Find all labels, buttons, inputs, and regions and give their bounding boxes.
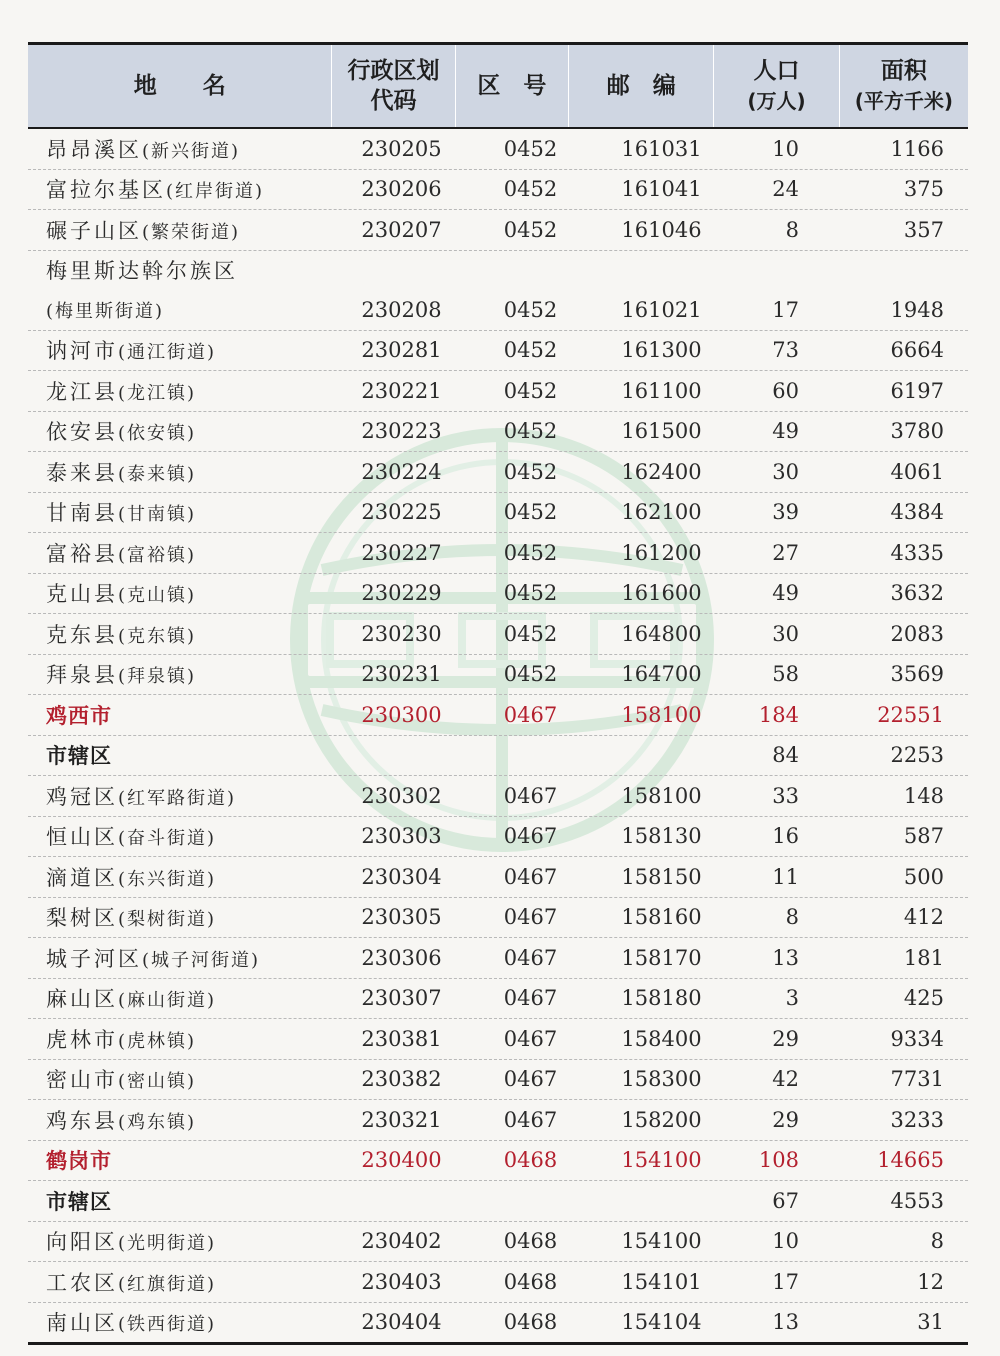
cell-postcode: 158160 (621, 905, 702, 930)
table-row (28, 1060, 968, 1101)
cell-area-code: 0467 (503, 702, 558, 727)
cell-population: 29 (772, 1026, 799, 1051)
name-text: 市辖区 (46, 744, 112, 769)
cell-population: 27 (772, 540, 799, 565)
seat-text: (红旗街道) (118, 1273, 217, 1295)
cell-area-code: 0452 (503, 540, 558, 565)
header-postcode: 邮 编 (569, 45, 714, 127)
table-row (28, 170, 968, 211)
header-area-code: 区 号 (456, 45, 569, 127)
cell-area-code: 0468 (503, 1229, 558, 1254)
name-text: 滴道区 (46, 865, 118, 890)
cell-size: 412 (903, 905, 944, 930)
cell-admin-code: 230208 (361, 297, 442, 322)
cell-postcode: 158300 (621, 1067, 702, 1092)
name-text: 碾子山区 (46, 218, 142, 243)
cell-postcode: 161100 (621, 378, 702, 403)
cell-population: 24 (772, 177, 799, 202)
cell-postcode: 164800 (621, 621, 702, 646)
seat-text: (鸡东镇) (118, 1111, 197, 1133)
header-size: 面积 (平方千米) (854, 58, 953, 113)
cell-name (28, 497, 333, 527)
name-text: 麻山区 (46, 987, 118, 1012)
cell-population: 13 (772, 945, 799, 970)
cell-area-code: 0452 (503, 621, 558, 646)
table-row (28, 331, 968, 372)
cell-postcode: 158180 (621, 986, 702, 1011)
name-text: 虎林市 (46, 1027, 118, 1052)
cell-name (28, 297, 333, 323)
region-table (28, 42, 968, 1345)
cell-admin-code: 230302 (361, 783, 442, 808)
cell-size: 14665 (877, 1148, 944, 1173)
cell-name (28, 1024, 333, 1054)
cell-admin-code: 230403 (361, 1269, 442, 1294)
cell-postcode: 154101 (621, 1269, 702, 1294)
name-text: 恒山区 (46, 825, 118, 850)
table-row (28, 290, 968, 331)
cell-admin-code: 230227 (361, 540, 442, 565)
seat-text: (富裕镇) (118, 544, 197, 566)
cell-size: 425 (903, 986, 944, 1011)
cell-size: 148 (903, 783, 944, 808)
header-admin-code: 行政区划 代码 (332, 45, 455, 127)
seat-text: (克山镇) (118, 585, 197, 607)
table-header (28, 45, 968, 129)
cell-name (28, 659, 333, 689)
cell-size: 2083 (890, 621, 944, 646)
seat-text: (通江街道) (118, 342, 217, 364)
table-row (28, 898, 968, 939)
table-row (28, 614, 968, 655)
cell-postcode: 158150 (621, 864, 702, 889)
cell-population: 42 (772, 1067, 799, 1092)
name-text: 市辖区 (46, 1189, 112, 1214)
table-row (28, 776, 968, 817)
cell-admin-code: 230230 (361, 621, 442, 646)
cell-population: 33 (772, 783, 799, 808)
cell-admin-code: 230231 (361, 662, 442, 687)
header-name: 地 名 (28, 45, 332, 127)
cell-area-code: 0452 (503, 177, 558, 202)
cell-name (28, 578, 333, 608)
name-text: 克山县 (46, 582, 118, 607)
cell-area-code: 0452 (503, 136, 558, 161)
cell-admin-code: 230304 (361, 864, 442, 889)
cell-name (28, 1267, 333, 1297)
cell-name (28, 416, 333, 446)
seat-text: (克东镇) (118, 625, 197, 647)
name-text: 富裕县 (46, 541, 118, 566)
cell-postcode: 161021 (621, 297, 702, 322)
cell-name (28, 700, 333, 730)
cell-population: 30 (772, 621, 799, 646)
seat-text: (铁西街道) (118, 1314, 217, 1336)
cell-admin-code: 230404 (361, 1310, 442, 1335)
cell-admin-code: 230305 (361, 905, 442, 930)
cell-name (28, 862, 333, 892)
seat-text: (红军路街道) (118, 787, 237, 809)
cell-size: 2253 (890, 743, 944, 768)
cell-population: 73 (772, 338, 799, 363)
name-text: 鸡东县 (46, 1108, 118, 1133)
name-text: 昂昂溪区 (46, 137, 142, 162)
cell-size: 7731 (890, 1067, 944, 1092)
cell-area-code: 0452 (503, 217, 558, 242)
cell-name (28, 1105, 333, 1135)
cell-name (28, 255, 333, 285)
table-row (28, 938, 968, 979)
seat-text: (繁荣街道) (142, 221, 241, 243)
table-row (28, 533, 968, 574)
cell-area-code: 0452 (503, 419, 558, 444)
cell-name (28, 619, 333, 649)
seat-text: (梨树街道) (118, 909, 217, 931)
cell-population: 17 (772, 297, 799, 322)
seat-text: (东兴街道) (118, 868, 217, 890)
cell-name (28, 1145, 333, 1175)
cell-population: 10 (772, 1229, 799, 1254)
cell-population: 58 (772, 662, 799, 687)
cell-name (28, 215, 333, 245)
table-row (28, 1181, 968, 1222)
cell-postcode: 164700 (621, 662, 702, 687)
cell-name (28, 821, 333, 851)
cell-admin-code: 230281 (361, 338, 442, 363)
cell-admin-code: 230223 (361, 419, 442, 444)
cell-population: 67 (772, 1188, 799, 1213)
cell-admin-code: 230224 (361, 459, 442, 484)
name-text: 鹤岗市 (46, 1149, 112, 1174)
cell-admin-code: 230205 (361, 136, 442, 161)
cell-size: 4335 (890, 540, 944, 565)
cell-name (28, 1186, 333, 1216)
seat-text: (密山镇) (118, 1071, 197, 1093)
cell-size: 375 (903, 177, 944, 202)
seat-text: (光明街道) (118, 1233, 217, 1255)
cell-postcode: 158200 (621, 1107, 702, 1132)
cell-population: 84 (772, 743, 799, 768)
cell-admin-code: 230381 (361, 1026, 442, 1051)
table-row (28, 371, 968, 412)
cell-population: 10 (772, 136, 799, 161)
table-row (28, 1019, 968, 1060)
cell-size: 1948 (890, 297, 944, 322)
name-text: 梅里斯达斡尔族区 (46, 259, 238, 284)
cell-size: 31 (917, 1310, 944, 1335)
seat-text: (新兴街道) (142, 140, 241, 162)
cell-name (28, 740, 333, 770)
cell-size: 4384 (890, 500, 944, 525)
cell-admin-code: 230207 (361, 217, 442, 242)
cell-population: 16 (772, 824, 799, 849)
table-row (28, 412, 968, 453)
cell-admin-code: 230306 (361, 945, 442, 970)
cell-area-code: 0467 (503, 1107, 558, 1132)
name-text: 向阳区 (46, 1230, 118, 1255)
cell-admin-code: 230221 (361, 378, 442, 403)
header-population: 人口 (万人) (714, 45, 839, 127)
cell-name (28, 335, 333, 365)
cell-admin-code: 230307 (361, 986, 442, 1011)
cell-postcode: 162400 (621, 459, 702, 484)
cell-name (28, 376, 333, 406)
cell-size: 12 (917, 1269, 944, 1294)
cell-area-code: 0452 (503, 459, 558, 484)
cell-postcode: 154104 (621, 1310, 702, 1335)
cell-area-code: 0452 (503, 500, 558, 525)
cell-size: 587 (903, 824, 944, 849)
table-row (28, 1262, 968, 1303)
name-text: 拜泉县 (46, 663, 118, 688)
cell-size: 3569 (890, 662, 944, 687)
cell-admin-code: 230382 (361, 1067, 442, 1092)
cell-area-code: 0452 (503, 581, 558, 606)
table-row (28, 1303, 968, 1343)
cell-area-code: 0452 (503, 662, 558, 687)
seat-text: (甘南镇) (118, 504, 197, 526)
table-row (28, 817, 968, 858)
cell-admin-code: 230225 (361, 500, 442, 525)
name-text: 克东县 (46, 622, 118, 647)
seat-text: (麻山街道) (118, 990, 217, 1012)
cell-size: 3780 (890, 419, 944, 444)
cell-postcode: 158100 (621, 702, 702, 727)
cell-area-code: 0468 (503, 1310, 558, 1335)
cell-population: 108 (758, 1148, 799, 1173)
cell-postcode: 154100 (621, 1229, 702, 1254)
cell-name (28, 1064, 333, 1094)
seat-text: (泰来镇) (118, 463, 197, 485)
table-row (28, 979, 968, 1020)
cell-postcode: 158400 (621, 1026, 702, 1051)
name-text: 鸡冠区 (46, 784, 118, 809)
cell-size: 1166 (890, 136, 944, 161)
cell-size: 6664 (890, 338, 944, 363)
cell-population: 29 (772, 1107, 799, 1132)
cell-admin-code: 230300 (361, 702, 442, 727)
cell-postcode: 161300 (621, 338, 702, 363)
cell-postcode: 161600 (621, 581, 702, 606)
seat-text: (奋斗街道) (118, 828, 217, 850)
cell-admin-code: 230400 (361, 1148, 442, 1173)
seat-text: (拜泉镇) (118, 666, 197, 688)
cell-size: 4553 (890, 1188, 944, 1213)
cell-area-code: 0467 (503, 905, 558, 930)
table-row (28, 210, 968, 251)
cell-population: 49 (772, 419, 799, 444)
cell-name (28, 902, 333, 932)
cell-population: 3 (785, 986, 799, 1011)
cell-population: 8 (785, 217, 799, 242)
cell-postcode: 161500 (621, 419, 702, 444)
cell-admin-code: 230321 (361, 1107, 442, 1132)
cell-admin-code: 230206 (361, 177, 442, 202)
seat-text: (梅里斯街道) (46, 300, 165, 322)
name-text: 龙江县 (46, 379, 118, 404)
cell-size: 4061 (890, 459, 944, 484)
cell-size: 9334 (890, 1026, 944, 1051)
name-text: 工农区 (46, 1270, 118, 1295)
cell-area-code: 0468 (503, 1269, 558, 1294)
table-row (28, 1100, 968, 1141)
cell-area-code: 0467 (503, 783, 558, 808)
table-row (28, 251, 968, 291)
table-row (28, 493, 968, 534)
cell-area-code: 0467 (503, 1026, 558, 1051)
cell-postcode: 158130 (621, 824, 702, 849)
cell-name (28, 174, 333, 204)
cell-postcode: 161041 (621, 177, 702, 202)
cell-area-code: 0468 (503, 1148, 558, 1173)
name-text: 南山区 (46, 1311, 118, 1336)
name-text: 甘南县 (46, 501, 118, 526)
table-row (28, 1222, 968, 1263)
cell-postcode: 154100 (621, 1148, 702, 1173)
cell-population: 49 (772, 581, 799, 606)
cell-size: 8 (930, 1229, 944, 1254)
cell-name (28, 134, 333, 164)
cell-size: 3233 (890, 1107, 944, 1132)
seat-text: (红岸街道) (166, 181, 265, 203)
table-row (28, 1141, 968, 1182)
cell-area-code: 0452 (503, 297, 558, 322)
cell-name (28, 1307, 333, 1337)
cell-size: 500 (903, 864, 944, 889)
cell-size: 6197 (890, 378, 944, 403)
cell-size: 22551 (877, 702, 944, 727)
cell-name (28, 983, 333, 1013)
cell-postcode: 162100 (621, 500, 702, 525)
cell-name (28, 1226, 333, 1256)
cell-name (28, 457, 333, 487)
cell-population: 60 (772, 378, 799, 403)
table-row (28, 655, 968, 696)
cell-size: 181 (903, 945, 944, 970)
name-text: 泰来县 (46, 460, 118, 485)
seat-text: (依安镇) (118, 423, 197, 445)
cell-area-code: 0452 (503, 378, 558, 403)
cell-area-code: 0467 (503, 1067, 558, 1092)
cell-population: 8 (785, 905, 799, 930)
name-text: 密山市 (46, 1068, 118, 1093)
name-text: 依安县 (46, 420, 118, 445)
cell-area-code: 0452 (503, 338, 558, 363)
cell-population: 17 (772, 1269, 799, 1294)
cell-size: 357 (903, 217, 944, 242)
name-text: 富拉尔基区 (46, 178, 166, 203)
cell-population: 39 (772, 500, 799, 525)
table-row (28, 129, 968, 170)
cell-population: 184 (758, 702, 799, 727)
table-body (28, 129, 968, 1342)
table-row (28, 452, 968, 493)
cell-name (28, 538, 333, 568)
name-text: 讷河市 (46, 339, 118, 364)
cell-postcode: 158170 (621, 945, 702, 970)
table-row (28, 695, 968, 736)
cell-area-code: 0467 (503, 824, 558, 849)
seat-text: (城子河街道) (142, 949, 261, 971)
cell-postcode: 161046 (621, 217, 702, 242)
cell-area-code: 0467 (503, 986, 558, 1011)
cell-admin-code: 230303 (361, 824, 442, 849)
table-row (28, 574, 968, 615)
cell-postcode: 161031 (621, 136, 702, 161)
cell-admin-code: 230229 (361, 581, 442, 606)
cell-population: 13 (772, 1310, 799, 1335)
cell-area-code: 0467 (503, 945, 558, 970)
cell-admin-code: 230402 (361, 1229, 442, 1254)
seat-text: (虎林镇) (118, 1030, 197, 1052)
cell-name (28, 781, 333, 811)
name-text: 梨树区 (46, 906, 118, 931)
table-row (28, 736, 968, 777)
cell-size: 3632 (890, 581, 944, 606)
table-row (28, 857, 968, 898)
cell-population: 30 (772, 459, 799, 484)
name-text: 城子河区 (46, 946, 142, 971)
cell-area-code: 0467 (503, 864, 558, 889)
name-text: 鸡西市 (46, 703, 112, 728)
seat-text: (龙江镇) (118, 382, 197, 404)
cell-postcode: 161200 (621, 540, 702, 565)
cell-name (28, 943, 333, 973)
cell-postcode: 158100 (621, 783, 702, 808)
cell-population: 11 (772, 864, 799, 889)
